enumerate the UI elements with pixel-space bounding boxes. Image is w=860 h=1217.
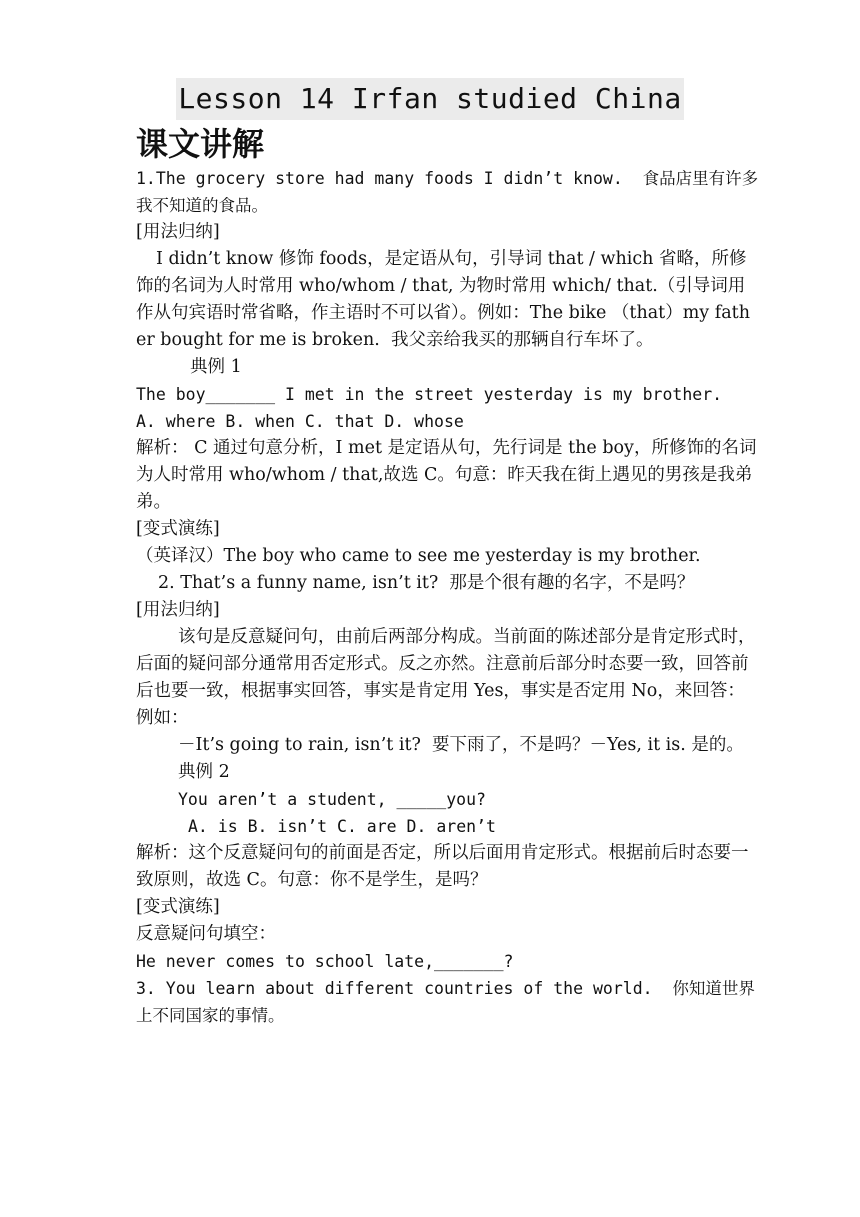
text-line: 该句是反意疑问句，由前后两部分构成。当前面的陈述部分是肯定形式时，后面的疑问部分通常用否定形式。反之亦然。注意前后部分时态要一致，回答前后也要一致，根据事实回答，事实是肯定用 Yes，事实是否定用 No，来回答：例如： xyxy=(136,627,756,728)
text-line: （英译汉）The boy who came to see me yesterday is my brother. xyxy=(136,546,701,566)
text-line: 3. You learn about different countries of the world. 你知道世界上不同国家的事情。 xyxy=(136,979,755,1025)
lesson-title: Lesson 14 Irfan studied China xyxy=(176,78,683,120)
text-line: [变式演练] xyxy=(136,519,220,539)
title-container xyxy=(0,78,860,120)
text-line: 典例 2 xyxy=(178,762,230,782)
section-heading: 课文讲解 xyxy=(136,125,265,163)
text-line: 解析： C 通过句意分析，I met 是定语从句，先行词是 the boy，所修饰的名词为人时常用 who/whom / that,故选 C。句意：昨天我在街上遇见的男孩是我弟弟。 xyxy=(136,438,757,512)
text-line: He never comes to school late,_______? xyxy=(136,952,514,971)
text-line: 1.The grocery store had many foods I didn’t know. 食品店里有许多我不知道的食品。 xyxy=(136,169,759,215)
text-line: 解析：这个反意疑问句的前面是否定，所以后面用肯定形式。根据前后时态要一致原则，故选 C。句意：你不是学生，是吗？ xyxy=(136,843,749,890)
text-line: 反意疑问句填空： xyxy=(136,924,276,944)
text-line: 典例 1 xyxy=(190,357,242,377)
text-line: [用法归纳] xyxy=(136,222,220,242)
text-line: －It’s going to rain, isn’t it? 要下雨了，不是吗？－Yes, it is. 是的。 xyxy=(178,735,744,755)
text-line: [用法归纳] xyxy=(136,600,220,620)
text-line: A. is B. isn’t C. are D. aren’t xyxy=(188,817,496,836)
text-line: I didn’t know 修饰 foods，是定语从句，引导词 that / which 省略，所修饰的名词为人时常用 who/whom / that, 为物时常用 which/ that.（引导词用作从句宾语时常省略，作主语时不可以省）。例如：The bike （that）my father bought for me is broken. 我父亲给我买的那辆自行车坏了。 xyxy=(136,249,750,350)
text-line: 2. That’s a funny name, isn’t it? 那是个很有趣的名字，不是吗？ xyxy=(158,573,695,593)
text-line: A. where B. when C. that D. whose xyxy=(136,412,464,431)
text-line: The boy_______ I met in the street yesterday is my brother. xyxy=(136,385,723,404)
text-line: You aren’t a student, _____you? xyxy=(178,790,486,809)
document-body xyxy=(136,165,760,1029)
text-line: [变式演练] xyxy=(136,897,220,917)
